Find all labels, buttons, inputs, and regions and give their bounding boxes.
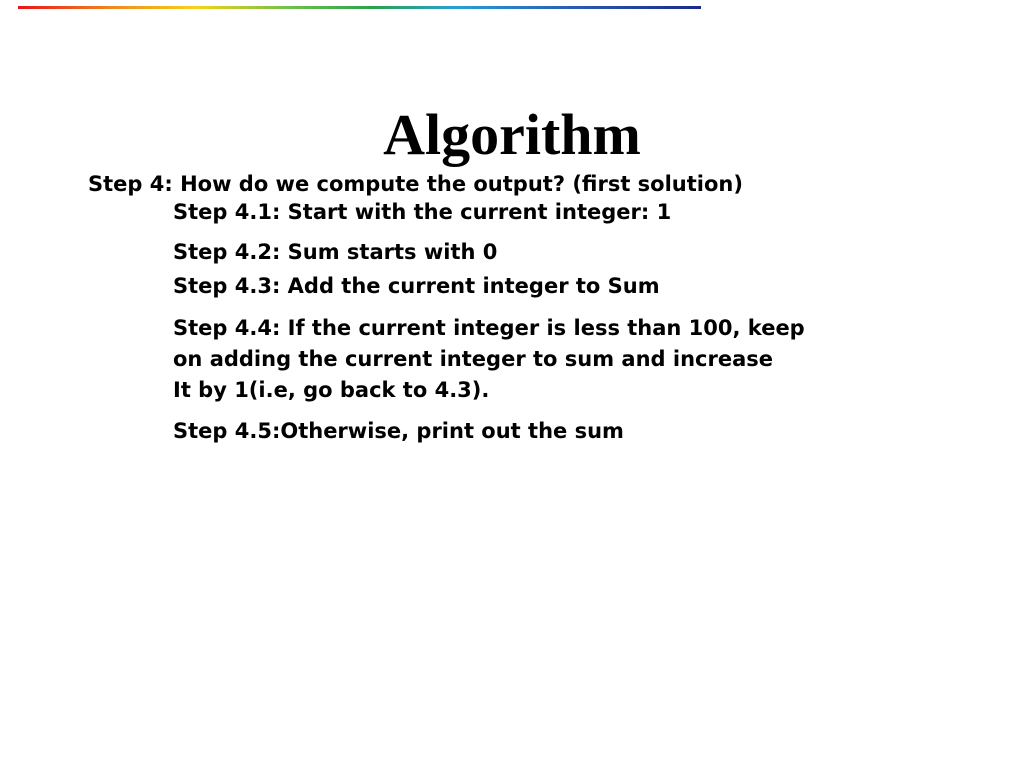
sub-step-4-4-line: Step 4.4: If the current integer is less than 100, keep (173, 316, 805, 340)
main-step: Step 4: How do we compute the output? (first solution) (88, 172, 743, 196)
sub-step-4-4-line: It by 1(i.e, go back to 4.3). (173, 378, 490, 402)
rainbow-divider (18, 6, 701, 9)
sub-step-4-2: Step 4.2: Sum starts with 0 (173, 240, 498, 264)
sub-step-4-3: Step 4.3: Add the current integer to Sum (173, 274, 660, 298)
sub-step-4-1: Step 4.1: Start with the current integer: 1 (173, 200, 672, 224)
slide-title: Algorithm (383, 102, 641, 167)
sub-step-4-5: Step 4.5:Otherwise, print out the sum (173, 419, 624, 443)
sub-step-4-4 (173, 313, 805, 406)
sub-step-4-4-line: on adding the current integer to sum and increase (173, 347, 773, 371)
